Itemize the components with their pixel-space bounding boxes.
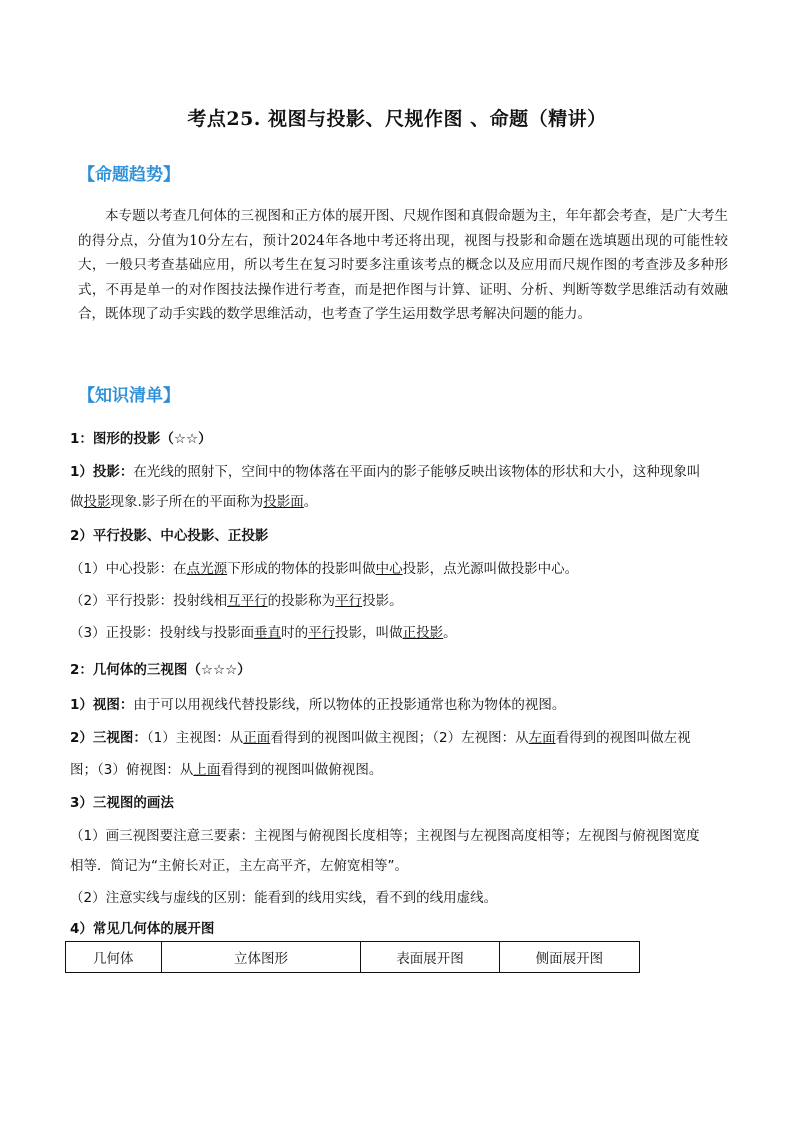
text-fragment: 投影。 xyxy=(362,593,403,609)
table-header-cell: 表面展开图 xyxy=(361,942,499,973)
text-fragment: （1）中心投影：在 xyxy=(70,561,187,577)
text-fragment: 。 xyxy=(303,494,318,510)
projection-label: 1）投影： xyxy=(70,464,134,480)
underlined-term: 点光源 xyxy=(186,561,228,577)
projection-definition-line2 xyxy=(70,490,730,510)
view-definition-line xyxy=(70,693,730,713)
underlined-term: 投影 xyxy=(83,494,111,510)
underlined-term: 正投影 xyxy=(402,625,444,641)
underlined-term: 投影面 xyxy=(263,494,304,510)
text-fragment: （1）主视图：从 xyxy=(146,730,244,746)
page-title: 考点25. 视图与投影、尺规作图 、命题（精讲） xyxy=(187,108,607,130)
text-fragment: 图；（3）俯视图：从 xyxy=(70,762,194,778)
text-fragment: 下形成的物体的投影叫做 xyxy=(227,561,376,577)
unfold-title: 4）常见几何体的展开图 xyxy=(70,921,215,937)
text-fragment: 投影，叫做 xyxy=(335,625,403,641)
text-fragment: 现象.影子所在的平面称为 xyxy=(110,494,264,510)
table-header-cell: 几何体 xyxy=(66,942,162,973)
underlined-term: 互平行 xyxy=(227,593,268,609)
underlined-term: 正面 xyxy=(243,730,271,746)
table-header-cell: 侧面展开图 xyxy=(499,942,639,973)
drawing-rule-2: （2）注意实线与虚线的区别：能看到的线用实线，看不到的线用虚线。 xyxy=(70,890,498,906)
projection-definition-line1 xyxy=(70,460,730,480)
trend-heading: 【命题趋势】 xyxy=(78,165,180,185)
text-fragment: 时的 xyxy=(281,625,309,641)
knowledge-heading: 【知识清单】 xyxy=(78,386,180,406)
text-fragment: （3）正投影：投射线与投影面 xyxy=(70,625,255,641)
text-fragment: （2）平行投影：投射线相 xyxy=(70,593,228,609)
text-fragment: 投影，点光源叫做投影中心。 xyxy=(402,561,579,577)
shapes-table xyxy=(65,941,640,973)
underlined-term: 平行 xyxy=(335,593,363,609)
underlined-term: 垂直 xyxy=(254,625,282,641)
central-projection-line xyxy=(70,557,730,577)
view-label: 1）视图： xyxy=(70,697,134,713)
three-views-line1 xyxy=(70,726,730,746)
underlined-term: 平行 xyxy=(308,625,336,641)
text-fragment: 做 xyxy=(70,494,84,510)
drawing-rule-1: （1）画三视图要注意三要素：主视图与俯视图长度相等；主视图与左视图高度相等；左视图与俯视图宽度 xyxy=(70,828,700,844)
orthographic-projection-line xyxy=(70,621,730,641)
projection-text: 在光线的照射下，空间中的物体落在平面内的影子能够反映出该物体的形状和大小，这种现象叫 xyxy=(133,464,701,480)
three-views-label: 2）三视图： xyxy=(70,730,147,746)
s1-title: 1：图形的投影（☆☆） xyxy=(70,431,212,447)
table-header-cell: 立体图形 xyxy=(161,942,361,973)
trend-paragraph: 本专题以考查几何体的三视图和正方体的展开图、尺规作图和真假命题为主，年年都会考查，是广大考生的得分点，分值为10分左右，预计2024年各地中考还将出现，视图与投影和命题在选填题出现的可能性较大，一般只考查基础应用，所以考生在复习时要多注重该考点的概念以及应用而尺规作图的考查涉及多种形式，不再是单一的对作图技法操作进行考查，而是把作图与计算、证明、分析、判断等数学思维活动有效融合，既体现了动手实践的数学思维活动，也考查了学生运用数学思考解决问题的能力。 xyxy=(78,208,728,322)
text-fragment: 看得到的视图叫做俯视图。 xyxy=(220,762,383,778)
view-text: 由于可以用视线代替投影线，所以物体的正投影通常也称为物体的视图。 xyxy=(133,697,566,713)
underlined-term: 左面 xyxy=(528,730,556,746)
text-fragment: 的投影称为 xyxy=(267,593,336,609)
text-fragment: 看得到的视图叫做主视图；（2）左视图：从 xyxy=(270,730,529,746)
underlined-term: 中心 xyxy=(375,561,403,577)
drawing-method-title: 3）三视图的画法 xyxy=(70,795,174,811)
underlined-term: 上面 xyxy=(193,762,221,778)
drawing-rule-1-cont: 相等．简记为“主俯长对正，主左高平齐，左俯宽相等”。 xyxy=(70,858,408,874)
text-fragment: 看得到的视图叫做左视 xyxy=(555,730,691,746)
three-views-line2 xyxy=(70,758,730,778)
parallel-projection-line xyxy=(70,589,730,609)
text-fragment: 。 xyxy=(443,625,457,641)
table-header-row xyxy=(66,942,640,973)
s2-title: 2：几何体的三视图（☆☆☆） xyxy=(70,662,251,678)
projection-types-title: 2）平行投影、中心投影、正投影 xyxy=(70,528,269,544)
